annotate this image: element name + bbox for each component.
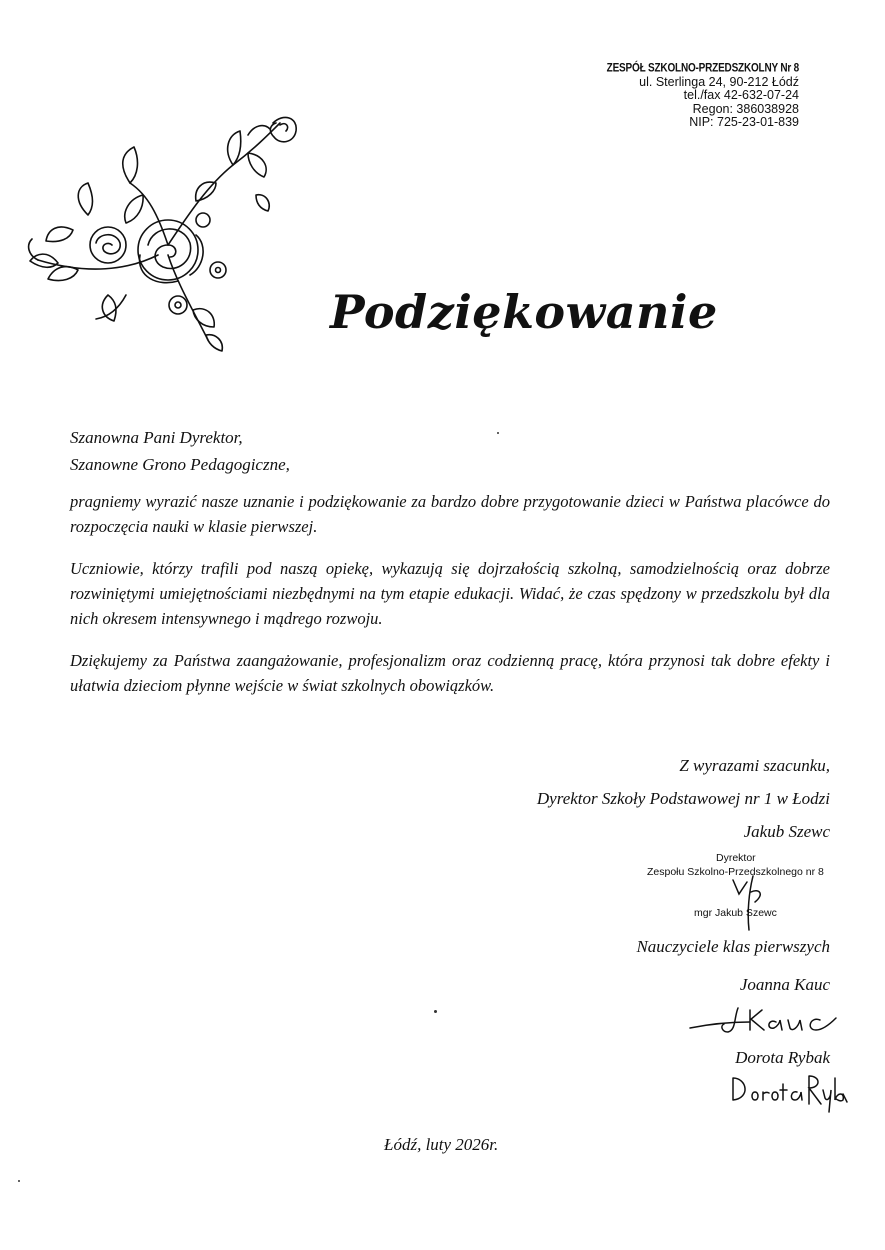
director-stamp-role: Dyrektor	[716, 852, 756, 864]
school-header-stamp	[607, 62, 799, 130]
salutation-line-1: Szanowna Pani Dyrektor,	[70, 428, 243, 447]
scan-speck	[497, 432, 499, 434]
school-phone: tel./fax 42-632-07-24	[683, 88, 799, 102]
body-paragraph-2: Uczniowie, którzy trafili pod naszą opiekę, wykazują się dojrzałością szkolną, samodzielnością oraz dobrze rozwiniętymi umiejętnościami niezbędnymi na tym etapie edukacji. Widać, że czas spędzony w przedszkolu był dla nich okresem intensywnego i mądrego rozwoju.	[70, 559, 830, 628]
letter-title: Podziękowanie	[330, 285, 718, 339]
body-paragraph-1: pragniemy wyrazić nasze uznanie i podziękowanie za bardzo dobre przygotowanie dzieci w Państwa placówce do rozpoczęcia nauki w klasie pierwszej.	[70, 492, 830, 536]
closing-regards: Z wyrazami szacunku,	[679, 756, 830, 775]
director-signature-icon	[725, 872, 785, 932]
scan-speck	[434, 1010, 437, 1013]
school-nip: NIP: 725-23-01-839	[689, 115, 799, 129]
teacher-2-name: Dorota Rybak	[735, 1048, 830, 1067]
director-title: Dyrektor Szkoły Podstawowej nr 1 w Łodzi	[536, 789, 830, 808]
director-stamp-school: Zespołu Szkolno-Przedszkolnego nr 8	[647, 866, 824, 878]
teacher-1-name: Joanna Kauc	[739, 975, 830, 994]
director-name: Jakub Szewc	[743, 822, 830, 841]
school-name: ZESPÓŁ SZKOLNO-PRZEDSZKOLNY Nr 8	[606, 62, 799, 75]
floral-ornament-icon	[18, 95, 308, 355]
teachers-title: Nauczyciele klas pierwszych	[636, 937, 830, 956]
place-and-date: Łódź, luty 2026r.	[384, 1135, 499, 1154]
school-regon: Regon: 386038928	[692, 101, 799, 116]
director-stamp-name: mgr Jakub Szewc	[694, 907, 777, 919]
school-address: ul. Sterlinga 24, 90-212 Łódź	[639, 74, 799, 89]
teacher-1-signature-icon	[680, 998, 840, 1038]
teacher-2-signature-icon	[725, 1068, 850, 1118]
body-paragraph-3: Dziękujemy za Państwa zaangażowanie, profesjonalizm oraz codzienną pracę, która przynosi tak dobre efekty i ułatwia dzieciom płynne wejście w świat szkolnych obowiązków.	[70, 651, 830, 695]
scan-speck	[18, 1180, 20, 1182]
salutation-line-2: Szanowne Grono Pedagogiczne,	[70, 455, 290, 474]
